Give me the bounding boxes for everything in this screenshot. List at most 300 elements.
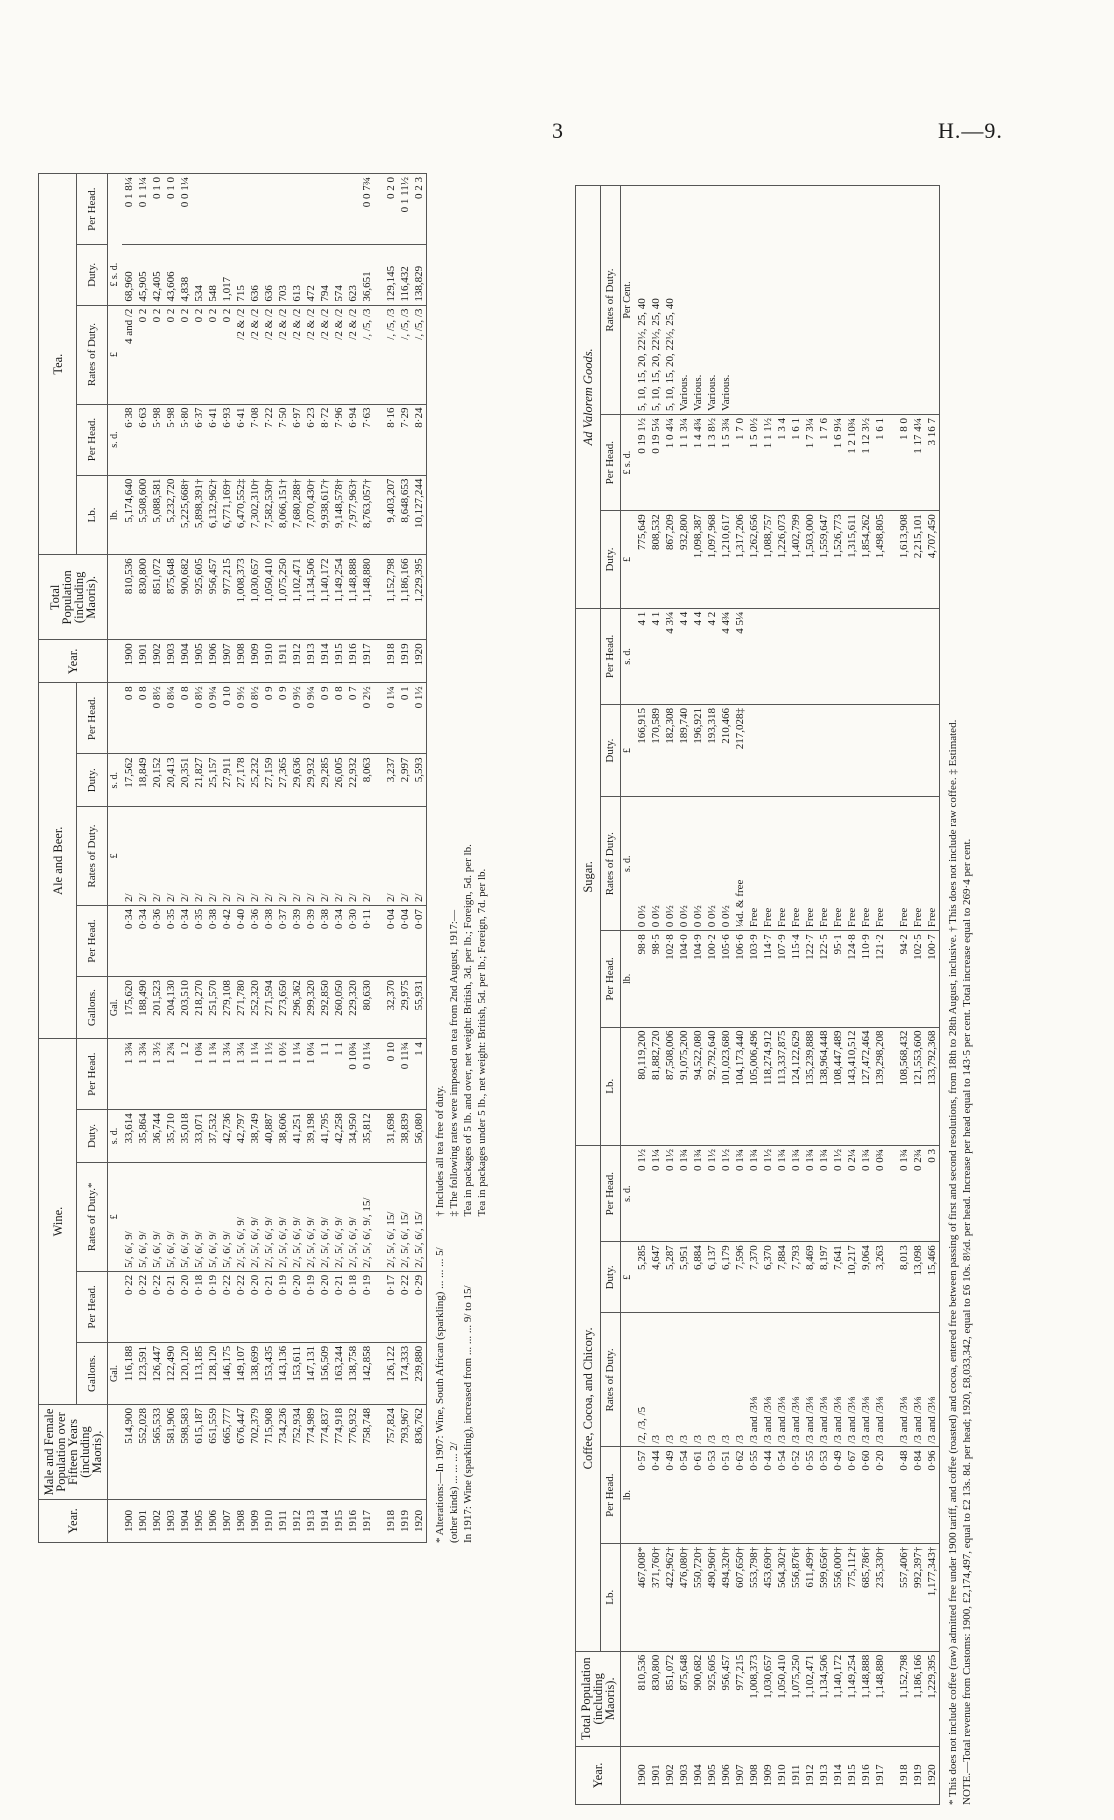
table-cell: 68,960 [122, 245, 136, 305]
table-cell: 0·20 [248, 1271, 262, 1342]
table-cell: 1 1¼ [290, 1039, 304, 1110]
table-cell: /2 & /2 [290, 305, 304, 404]
table-cell: Various. [677, 186, 691, 415]
table-cell: 104·0 [677, 931, 691, 1027]
col-totalpop: Total Population (including Maoris). [576, 1651, 621, 1746]
col-coffee-dutyhead: Per Head. [600, 1146, 620, 1242]
table-cell: 623 [346, 245, 360, 305]
table-cell: 106·6 [733, 931, 747, 1027]
table-cell: 1920 [412, 640, 427, 683]
table-cell: 0·38 [318, 906, 332, 977]
table-cell: 1919 [398, 1499, 412, 1542]
table-row [248, 174, 262, 1543]
unit-cell: s. d. [108, 404, 123, 475]
table-cell: /3 [705, 1313, 719, 1447]
table-cell: 0 1 1¼ [136, 174, 150, 245]
table-cell: 1 1¼ [248, 1039, 262, 1110]
table-cell: 0 9 [318, 683, 332, 754]
table-cell: 715,908 [262, 1404, 276, 1499]
table-cell [803, 705, 817, 797]
gap-cell [374, 977, 384, 1039]
gap-cell [374, 1039, 384, 1110]
table-cell: 1,177,343† [925, 1543, 940, 1651]
table-cell: 1902 [150, 1499, 164, 1542]
unit-cell [108, 683, 123, 754]
col-sugar-duty: Duty. [600, 705, 620, 797]
table-cell: 8,013 [897, 1242, 911, 1313]
table-cell: 15,466 [925, 1242, 940, 1313]
table-cell: 371,760† [649, 1543, 663, 1651]
table-cell: 0 8¼ [164, 683, 178, 754]
table-cell: 1907 [220, 640, 234, 683]
table-row [677, 186, 691, 1805]
table-cell: 0 1 8¼ [122, 174, 136, 245]
table-cell: 0 11¼ [360, 1039, 374, 1110]
table-cell: 0 1¾ [691, 1146, 705, 1242]
table-cell: 1 3¾ [122, 1039, 136, 1110]
table-cell: 1901 [136, 640, 150, 683]
table-cell [346, 174, 360, 245]
table-cell: 5·98 [150, 404, 164, 475]
table-cell: 956,457 [719, 1651, 733, 1746]
table-cell: 757,824 [384, 1404, 398, 1499]
table-cell: 5, 10, 15, 20, 22½, 25, 40 [649, 186, 663, 415]
table1-notes-right [433, 844, 489, 1216]
gap-cell [374, 1342, 384, 1404]
table-cell: 0 0½ [635, 797, 649, 931]
table-cell: 0 10 [384, 1039, 398, 1110]
table-row [817, 186, 831, 1805]
table-cell: 204,130 [164, 977, 178, 1039]
table-cell: 0·18 [192, 1271, 206, 1342]
table-row [304, 174, 318, 1543]
col-wine-perhead: Per Head. [77, 1271, 108, 1342]
table-cell: 615,187 [192, 1404, 206, 1499]
table-cell: 1908 [234, 640, 248, 683]
table-cell: 0·55 [747, 1447, 761, 1543]
table-cell: 1,008,373 [234, 555, 248, 640]
table-cell: 6·94 [346, 404, 360, 475]
table-cell: 0·34 [122, 906, 136, 977]
table-cell: /3 and /3⅛ [911, 1313, 925, 1447]
table-cell: 2/, 5/, 6/, 15/ [384, 1162, 398, 1271]
table-cell: 2/ [398, 807, 412, 906]
table-cell: 7,680,288† [290, 475, 304, 555]
table-cell: 1 2¾ [164, 1039, 178, 1110]
table-cell [859, 608, 873, 704]
table-cell [911, 608, 925, 704]
table-cell: 5/, 6/, 9/ [192, 1162, 206, 1271]
table-cell: 0·11 [360, 906, 374, 977]
table-cell: 5/, 6/, 9/ [122, 1162, 136, 1271]
table-cell: 1,102,471 [290, 555, 304, 640]
table-cell: /3 [649, 1313, 663, 1447]
unit-cell: s. d. [621, 1146, 636, 1242]
table-cell: 0 1¾ [677, 1146, 691, 1242]
table-cell: 0·36 [248, 906, 262, 977]
table-cell: 0 1¾ [733, 1146, 747, 1242]
table-cell: 0 1¾ [859, 1146, 873, 1242]
table-cell: 4 5¼ [733, 608, 747, 704]
unit-cell: Per Cent. [621, 186, 636, 415]
table-cell: 27,178 [234, 754, 248, 807]
table-cell: 1,008,373 [747, 1651, 761, 1746]
table-cell: 875,648 [677, 1651, 691, 1746]
table-cell: 1903 [164, 1499, 178, 1542]
table-cell: 149,107 [234, 1342, 248, 1404]
table-cell: 1911 [789, 1746, 803, 1804]
table-cell: 1,262,656 [747, 511, 761, 608]
table-cell: 0·17 [384, 1271, 398, 1342]
table-cell: 514,900 [122, 1404, 136, 1499]
table-cell: 702,379 [248, 1404, 262, 1499]
gap-cell [374, 1499, 384, 1542]
table-cell: 0·38 [206, 906, 220, 977]
group-tea: Tea. [39, 174, 77, 555]
table-cell: Various. [719, 186, 733, 415]
table-cell: 0·22 [122, 1271, 136, 1342]
table-cell: 2/, 5/, 6/, 9/ [318, 1162, 332, 1271]
table-cell: 0 1½ [663, 1146, 677, 1242]
table-cell: 0·55 [803, 1447, 817, 1543]
table-cell [803, 186, 817, 415]
table-cell: 2/ [150, 807, 164, 906]
table-cell: 758,748 [360, 1404, 374, 1499]
table-cell: 1 4 [412, 1039, 427, 1110]
table-cell: 105,006,496 [747, 1027, 761, 1145]
table-row [719, 186, 733, 1805]
table-cell: 0 8½ [248, 683, 262, 754]
table-cell: 5, 10, 15, 20, 22½, 25, 40 [635, 186, 649, 415]
table-cell: 8,066,151† [276, 475, 290, 555]
table-cell: 548 [206, 245, 220, 305]
table-cell: 2/ [332, 807, 346, 906]
table-cell: 1 1 3¼ [677, 415, 691, 511]
table-cell: 4,647 [649, 1242, 663, 1313]
table-cell: 29,975 [398, 977, 412, 1039]
table-cell: 0 10¾ [346, 1039, 360, 1110]
table-row [859, 186, 873, 1805]
table-cell [761, 186, 775, 415]
table-cell: 0 0½ [649, 797, 663, 931]
table2-notes [940, 185, 974, 1805]
col-tea-rates: Rates of Duty. [77, 305, 108, 404]
table-cell: 55,931 [412, 977, 427, 1039]
table-cell: 0·53 [705, 1447, 719, 1543]
table-cell: 734,236 [276, 1404, 290, 1499]
group-wine: Wine. [39, 1039, 77, 1405]
table-cell [747, 608, 761, 704]
table-cell: 1914 [318, 640, 332, 683]
table-cell: 1,186,166 [398, 555, 412, 640]
table-row [384, 174, 398, 1543]
table-cell: 775,649 [635, 511, 649, 608]
table-cell: 476,080† [677, 1543, 691, 1651]
unit-cell: s. d. [621, 797, 636, 931]
table-cell: 564,302† [775, 1543, 789, 1651]
table-cell: 116,432 [398, 245, 412, 305]
table-cell: 7,977,963† [346, 475, 360, 555]
table-cell: 1901 [649, 1746, 663, 1804]
table-cell: 1 2 [178, 1039, 192, 1110]
table-cell: 0 1¾ [789, 1146, 803, 1242]
table-cell: 0 0½ [705, 797, 719, 931]
gap-cell [887, 511, 897, 608]
table-cell: 4 2 [705, 608, 719, 704]
table-cell: Free [873, 797, 887, 931]
table-cell: 1,050,410 [775, 1651, 789, 1746]
table-cell: 139,298,208 [873, 1027, 887, 1145]
table-cell: 39,198 [304, 1110, 318, 1163]
table-cell: 101,023,680 [719, 1027, 733, 1145]
table-cell: 135,239,888 [803, 1027, 817, 1145]
table-cell: 2/ [164, 807, 178, 906]
table-cell: 5/, 6/, 9/ [220, 1162, 234, 1271]
table-cell: 113,185 [192, 1342, 206, 1404]
table-cell: 1,503,000 [803, 511, 817, 608]
table-cell [873, 186, 887, 415]
unit-cell: lb. [108, 475, 123, 555]
gap-cell [887, 797, 897, 931]
table-cell [803, 608, 817, 704]
table-cell: 7,596 [733, 1242, 747, 1313]
table-cell: 8,197 [817, 1242, 831, 1313]
col-tea-duty: Duty. [77, 245, 108, 305]
table-cell: 0·04 [384, 906, 398, 977]
col-ale-gallons: Gallons. [77, 977, 108, 1039]
table-row [220, 174, 234, 1543]
table-cell: 0·18 [346, 1271, 360, 1342]
table-row [705, 186, 719, 1805]
table-cell: 2/ [234, 807, 248, 906]
table-cell: 1900 [635, 1746, 649, 1804]
table-cell: 776,932 [346, 1404, 360, 1499]
table-cell: 810,536 [122, 555, 136, 640]
table-cell: 80,119,200 [635, 1027, 649, 1145]
gap-cell [374, 305, 384, 404]
table-cell: 33,071 [192, 1110, 206, 1163]
table-cell: 1,075,250 [789, 1651, 803, 1746]
table-cell: 27,365 [276, 754, 290, 807]
col-tea-dutyhead: Per Head. [77, 174, 108, 245]
table-cell: /3 and /3⅛ [789, 1313, 803, 1447]
table-cell: 35,710 [164, 1110, 178, 1163]
table-cell: 2/, 5/, 6/, 9/ [332, 1162, 346, 1271]
table-cell: 4 and /2 [122, 305, 136, 404]
table-cell: 1914 [831, 1746, 845, 1804]
table-cell: 1 1 [318, 1039, 332, 1110]
table-cell: 91,075,200 [677, 1027, 691, 1145]
table-cell: 0·57 [635, 1447, 649, 1543]
table-cell: 2/ [122, 807, 136, 906]
table-cell: 1902 [150, 640, 164, 683]
table-cell: 27,911 [220, 754, 234, 807]
table-cell: 8,063 [360, 754, 374, 807]
table-cell [911, 186, 925, 415]
table-cell: 0·22 [220, 1271, 234, 1342]
table-cell: 1913 [817, 1746, 831, 1804]
table-cell [873, 608, 887, 704]
gap-cell [887, 1651, 897, 1746]
table-cell: 574 [332, 245, 346, 305]
table-cell [304, 174, 318, 245]
table-cell: 1919 [911, 1746, 925, 1804]
table-cell: 118,274,912 [761, 1027, 775, 1145]
table-cell: 1 1½ [262, 1039, 276, 1110]
table-cell [817, 608, 831, 704]
table-cell: 0 1¾ [897, 1146, 911, 1242]
table-cell: 1906 [206, 1499, 220, 1542]
table-cell: 7·63 [360, 404, 374, 475]
table-cell: 0·07 [412, 906, 427, 977]
table-cell: 0 8 [332, 683, 346, 754]
table-cell: 1,148,880 [873, 1651, 887, 1746]
table-cell: 271,780 [234, 977, 248, 1039]
col-year: Year. [39, 1499, 108, 1542]
footnote: Tea in packages under 5 lb., net weight: British, 5d. per lb.; Foreign, 7d. per lb. [476, 868, 488, 1217]
table-cell: 0 3 [925, 1146, 940, 1242]
col-adval-duty: Duty. [600, 511, 620, 608]
table-cell: Free [817, 797, 831, 931]
table-row [234, 174, 248, 1543]
table-cell: 6·38 [122, 404, 136, 475]
table-cell: 565,533 [150, 1404, 164, 1499]
table-row [747, 186, 761, 1805]
table-cell: 1 3 8½ [705, 415, 719, 511]
table-row [178, 174, 192, 1543]
table-cell: 1920 [925, 1746, 940, 1804]
table-cell: 1 6 1 [789, 415, 803, 511]
table-cell: 252,320 [248, 977, 262, 1039]
table-cell: 0·22 [398, 1271, 412, 1342]
table-cell: 143,410,512 [845, 1027, 859, 1145]
gap-cell [374, 754, 384, 807]
table-row [398, 174, 412, 1543]
table-cell: 534 [192, 245, 206, 305]
table-cell: 166,915 [635, 705, 649, 797]
table-cell: 122·5 [817, 931, 831, 1027]
table-cell: /, /5, /3 [360, 305, 374, 404]
table-cell: 0·61 [691, 1447, 705, 1543]
table-cell: 1,854,262 [859, 511, 873, 608]
table-cell: 0·35 [164, 906, 178, 977]
table-cell: 0 19 1½ [635, 415, 649, 511]
table-cell: 0 2 [136, 305, 150, 404]
table-cell: 5,088,581 [150, 475, 164, 555]
table-cell: 1 17 4¼ [911, 415, 925, 511]
table-cell: 1917 [873, 1746, 887, 1804]
table-cell: 36,744 [150, 1110, 164, 1163]
table-cell: 235,330† [873, 1543, 887, 1651]
table-cell: 703 [276, 245, 290, 305]
table-row [262, 174, 276, 1543]
table-cell: 8,763,057† [360, 475, 374, 555]
table-cell: 98·5 [649, 931, 663, 1027]
table-cell: 8·24 [412, 404, 427, 475]
group-coffee: Coffee, Cocoa, and Chicory. [576, 1146, 601, 1652]
unit-cell [621, 1313, 636, 1447]
table-cell [332, 174, 346, 245]
unit-cell: Gal. [108, 1342, 123, 1404]
table-cell: 1920 [412, 1499, 427, 1542]
table-cell: 41,795 [318, 1110, 332, 1163]
table-cell: 0 1½ [705, 1146, 719, 1242]
table-cell: 6,370 [761, 1242, 775, 1313]
gap-cell [374, 640, 384, 683]
table-cell: 38,749 [248, 1110, 262, 1163]
table-row [290, 174, 304, 1543]
table-cell: 0 2 [150, 305, 164, 404]
table-cell: 0·20 [318, 1271, 332, 1342]
table-cell: /, /5, /3 [398, 305, 412, 404]
table-cell: 851,072 [663, 1651, 677, 1746]
table-cell: 94·2 [897, 931, 911, 1027]
table-cell: /3 [677, 1313, 691, 1447]
unit-cell: s. d. [621, 608, 636, 704]
table-cell: 0 8½ [150, 683, 164, 754]
table-cell [761, 608, 775, 704]
col-coffee-lb: Lb. [600, 1543, 620, 1651]
table-cell: 0·48 [897, 1447, 911, 1543]
col-wine-rates: Rates of Duty.* [77, 1162, 108, 1271]
table-cell: 5,898,391† [192, 475, 206, 555]
table-cell: 5/, 6/, 9/ [206, 1162, 220, 1271]
table-cell: 94,522,080 [691, 1027, 705, 1145]
table-cell: 1 3½ [150, 1039, 164, 1110]
table-cell: 1,526,773 [831, 511, 845, 608]
table-cell: 1905 [192, 640, 206, 683]
col-ale-duty: Duty. [77, 754, 108, 807]
table-cell: 1,030,657 [761, 1651, 775, 1746]
table-cell: 8·72 [318, 404, 332, 475]
table-cell: 1907 [220, 1499, 234, 1542]
table-cell: 0·54 [775, 1447, 789, 1543]
table-cell: 0 1½ [831, 1146, 845, 1242]
table-cell: 2/ [248, 807, 262, 906]
gap-cell [887, 1242, 897, 1313]
table-row [164, 174, 178, 1543]
table-cell: 98·8 [635, 931, 649, 1027]
table-cell: 104,173,440 [733, 1027, 747, 1145]
unit-cell: £ [621, 511, 636, 608]
table-cell: 156,509 [318, 1342, 332, 1404]
col-year: Year. [576, 1746, 621, 1804]
gap-cell [374, 174, 384, 245]
table-cell: 553,798† [747, 1543, 761, 1651]
table-cell: 129,145 [384, 245, 398, 305]
table-cell: 10,217 [845, 1242, 859, 1313]
table1-notes [427, 173, 489, 1543]
table-cell: 138,829 [412, 245, 427, 305]
table-cell: 925,605 [705, 1651, 719, 1746]
table-cell: 1 2 10¾ [845, 415, 859, 511]
table-cell: 1908 [747, 1746, 761, 1804]
table-cell: 6·41 [234, 404, 248, 475]
table-cell: 1 7 0 [733, 415, 747, 511]
table-cell: 5·98 [164, 404, 178, 475]
table-cell: 7,884 [775, 1242, 789, 1313]
table-cell: 153,611 [290, 1342, 304, 1404]
unit-cell [108, 1499, 123, 1542]
table-cell: 121,553,600 [911, 1027, 925, 1145]
gap-cell [887, 186, 897, 415]
table-cell: 40,887 [262, 1110, 276, 1163]
col-adval-rates: Rates of Duty. [600, 186, 620, 415]
table-cell: 201,523 [150, 977, 164, 1039]
table-cell: 472 [304, 245, 318, 305]
table-cell: 1,229,395 [412, 555, 427, 640]
gap-cell [374, 475, 384, 555]
